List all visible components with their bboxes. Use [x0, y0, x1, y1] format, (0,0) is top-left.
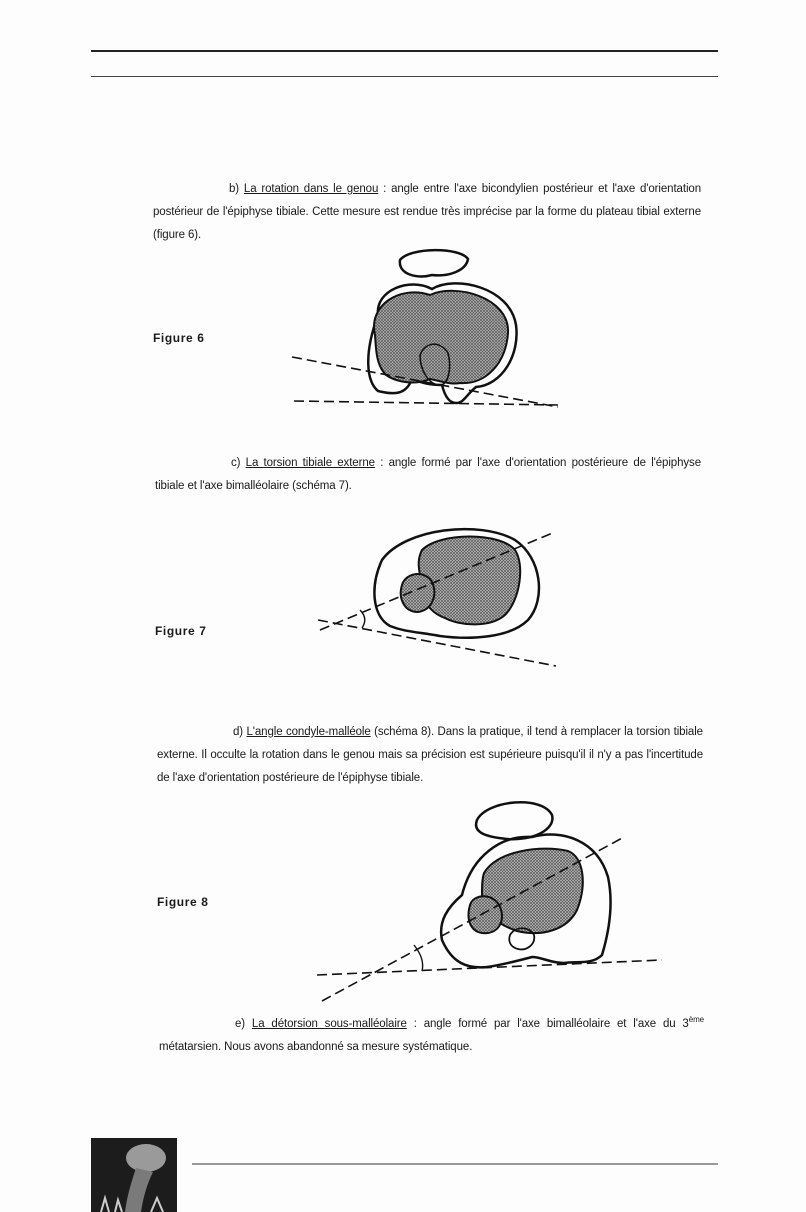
para-c-term: La torsion tibiale externe [245, 457, 375, 469]
figure-7-diagram [310, 520, 570, 675]
paragraph-b [153, 178, 701, 247]
para-e-prefix: e) [235, 1018, 246, 1030]
patella-outline [400, 250, 468, 276]
figure-8-diagram [312, 795, 672, 1010]
footer-logo-image [91, 1138, 177, 1212]
para-d-text: (schéma 8). Dans la pratique, il tend à remplacer la torsion tibiale externe. Il occulte la rotation dans le genou mais sa précision est supérieure puisqu'il il n'y a pas l'incertitude de l'axe d'orientation postérieure de l'épiphyse tibiale. [157, 726, 703, 784]
axis-line-lower [294, 401, 558, 405]
axis-line-condyle [322, 837, 624, 1001]
fibula-shaded-8 [469, 896, 502, 933]
figure-6-label: Figure 6 [153, 331, 205, 345]
fibula-shaded [401, 574, 435, 612]
epiphysis-shaded [374, 291, 508, 384]
para-d-term: L'angle condyle-malléole [246, 726, 371, 738]
para-e-text-2: métatarsien. Nous avons abandonné sa mesure systématique. [159, 1041, 473, 1053]
para-b-text: : angle entre l'axe bicondylien postérieur et l'axe d'orientation postérieur de l'épiphyse tibiale. Cette mesure est rendue très imprécise par la forme du plateau tibial externe (figure 6). [153, 183, 701, 241]
header-rule-bottom [91, 76, 718, 77]
footer-rule [192, 1163, 718, 1165]
para-b-term: La rotation dans le genou [243, 183, 379, 195]
footer-logo [91, 1138, 177, 1212]
paragraph-d [157, 721, 703, 790]
figure-6-diagram [280, 245, 580, 415]
patella-outline-8 [476, 802, 552, 839]
para-e-text: : angle formé par l'axe bimalléolaire et l'axe du 3 [406, 1018, 689, 1030]
paragraph-c [155, 452, 701, 498]
figure-8-label: Figure 8 [157, 895, 209, 909]
tibia-shaded [419, 537, 521, 625]
para-b-prefix: b) [229, 183, 240, 195]
figure-7-label: Figure 7 [155, 624, 207, 638]
paragraph-e [159, 1013, 704, 1059]
para-d-prefix: d) [233, 726, 244, 738]
angle-arc [360, 610, 365, 628]
header-rule-top [91, 50, 718, 52]
para-e-term: La détorsion sous-malléolaire [251, 1018, 407, 1030]
para-c-prefix: c) [231, 457, 241, 469]
para-e-sup: ème [688, 1015, 704, 1025]
axis-line-malleolar [317, 960, 662, 975]
para-c-text: : angle formé par l'axe d'orientation postérieure de l'épiphyse tibiale et l'axe bimalléolaire (schéma 7). [155, 457, 701, 492]
